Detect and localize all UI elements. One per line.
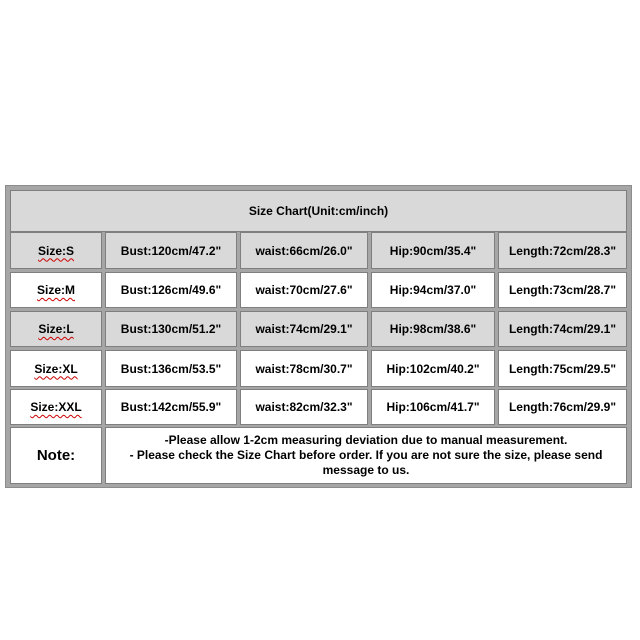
bust-cell: Bust:142cm/55.9" [105,389,237,425]
size-cell-l [10,311,102,347]
table-title: Size Chart(Unit:cm/inch) [10,190,627,232]
size-chart-table [5,185,632,488]
hip-cell: Hip:106cm/41.7" [371,389,495,425]
size-cell-m [10,272,102,308]
bust-cell: Bust:136cm/53.5" [105,350,237,387]
note-label: Note: [10,427,102,484]
size-cell-xxl [10,389,102,425]
size-label: Size:XL [34,361,78,376]
waist-cell: waist:78cm/30.7" [240,350,368,387]
size-cell-s [10,232,102,269]
length-cell: Length:75cm/29.5" [498,350,627,387]
waist-cell: waist:74cm/29.1" [240,311,368,347]
waist-cell: waist:70cm/27.6" [240,272,368,308]
hip-cell: Hip:94cm/37.0" [371,272,495,308]
waist-cell: waist:82cm/32.3" [240,389,368,425]
note-text [105,427,627,484]
hip-cell: Hip:90cm/35.4" [371,232,495,269]
bust-cell: Bust:130cm/51.2" [105,311,237,347]
note-line-2: - Please check the Size Chart before order. If you are not sure the size, please send message to us. [129,448,603,477]
note-line-1: -Please allow 1-2cm measuring deviation due to manual measurement. [164,433,568,447]
size-label: Size:M [36,283,75,297]
waist-cell: waist:66cm/26.0" [240,232,368,269]
length-cell: Length:73cm/28.7" [498,272,627,308]
length-cell: Length:74cm/29.1" [498,311,627,347]
size-label: Size:L [38,322,74,336]
bust-cell: Bust:120cm/47.2" [105,232,237,269]
size-label: Size:S [37,243,74,258]
hip-cell: Hip:102cm/40.2" [371,350,495,387]
bust-cell: Bust:126cm/49.6" [105,272,237,308]
size-label: Size:XXL [30,400,82,414]
hip-cell: Hip:98cm/38.6" [371,311,495,347]
length-cell: Length:72cm/28.3" [498,232,627,269]
length-cell: Length:76cm/29.9" [498,389,627,425]
size-cell-xl [10,350,102,387]
